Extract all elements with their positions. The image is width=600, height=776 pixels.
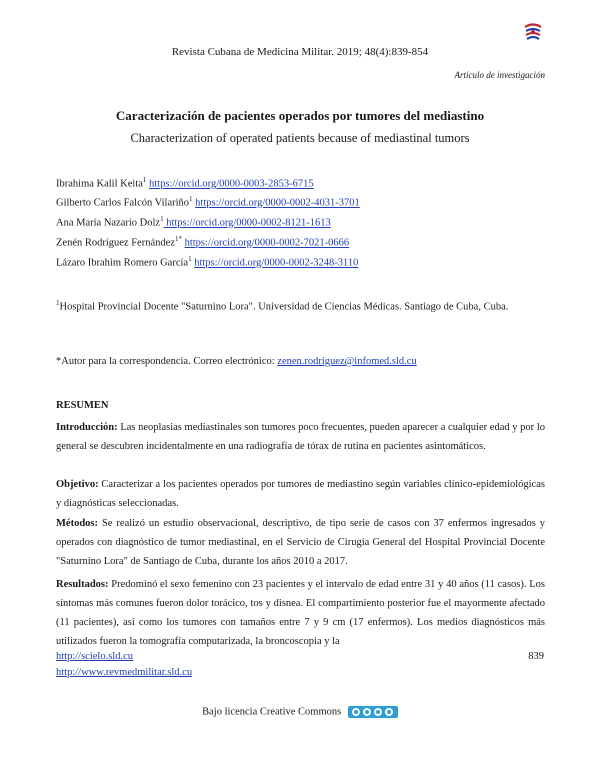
section-label: Introducción: — [56, 422, 118, 433]
section-label: Objetivo: — [56, 479, 99, 490]
author-line — [56, 215, 331, 229]
author-name: Ibrahima Kalil Keita — [56, 178, 143, 190]
abstract-objetivo — [56, 475, 545, 513]
abstract-introduccion — [56, 418, 545, 456]
section-text: Las neoplasias mediastinales son tumores poco frecuentes, pueden aparecer a cualquier edad y por lo general se descubren incidentalmente en una radiografía de tórax de rutina en pacientes asintomáticos. — [56, 422, 545, 452]
author-affiliation-mark: 1 — [189, 195, 193, 203]
abstract-resultados — [56, 575, 545, 651]
section-label: Resultados: — [56, 579, 109, 590]
correspondence — [56, 356, 417, 367]
section-text: Se realizó un estudio observacional, descriptivo, de tipo serie de casos con 37 enfermos ingresados y operados con diagnóstico de tumor mediastinal, en el Servicio de Cirugía General del Hospital Provincial Docente "Saturnino Lora" de Santiago de Cuba, durante los años 2010 a 2017. — [56, 518, 545, 567]
license-line — [0, 706, 600, 718]
author-name: Lázaro Ibrahim Romero García — [56, 257, 189, 269]
author-orcid-link[interactable]: https://orcid.org/0000-0002-7021-0666 — [184, 237, 350, 249]
affiliation-mark: 1 — [56, 299, 60, 307]
author-line — [56, 255, 358, 269]
section-text: Predominó el sexo femenino con 23 pacientes y el intervalo de edad entre 31 y 40 años (11 casos). Los síntomas más comunes fueron dolor torácico, tos y disnea. El compartimiento posterior fue el mayormente afectado (11 pacientes), así como los tumores con tamaños entre 7 y 9 cm (17 enfermos). Los medios diagnósticos más utilizados fueron la tomografía computarizada, la broncoscopia y la — [56, 579, 545, 647]
author-name: Zenén Rodríguez Fernández — [56, 237, 175, 249]
resumen-heading: RESUMEN — [56, 400, 109, 411]
author-name: Ana María Nazario Dolz — [56, 217, 161, 229]
section-label: Métodos: — [56, 518, 98, 529]
author-orcid-link[interactable]: https://orcid.org/0000-0002-4031-3701 — [195, 197, 360, 209]
author-affiliation-mark: 1 — [160, 215, 164, 223]
affiliation — [56, 293, 546, 318]
article-type: Artículo de investigación — [454, 70, 545, 80]
author-orcid-link[interactable]: https://orcid.org/0000-0002-3248-3110 — [194, 257, 359, 269]
journal-citation: Revista Cubana de Medicina Militar. 2019; 48(4):839-854 — [171, 46, 429, 58]
title-english: Characterization of operated patients because of mediastinal tumors — [130, 131, 470, 145]
creative-commons-badge-icon[interactable] — [348, 706, 398, 718]
journal-logo-icon — [522, 21, 544, 43]
license-text: Bajo licencia Creative Commons — [202, 706, 342, 718]
affiliation-text: Hospital Provincial Docente "Saturnino Lora". Universidad de Ciencias Médicas. Santiago de Cuba, Cuba. — [59, 301, 509, 313]
author-name: Gilberto Carlos Falcón Vilariño — [56, 197, 190, 209]
page-number: 839 — [528, 651, 544, 662]
author-line — [56, 176, 314, 190]
correspondence-label: *Autor para la correspondencia. Correo electrónico: — [56, 356, 278, 367]
author-line — [56, 235, 349, 249]
section-text: Caracterizar a los pacientes operados por tumores de mediastino según variables clínico-epidemiológicas y diagnósticas seleccionadas. — [56, 479, 545, 509]
author-line — [56, 195, 360, 209]
footer-link-revmedmilitar[interactable]: http://www.revmedmilitar.sld.cu — [56, 667, 193, 678]
author-affiliation-mark: 1 — [188, 255, 192, 263]
footer-link-scielo[interactable]: http://scielo.sld.cu — [56, 651, 133, 662]
author-orcid-link[interactable]: https://orcid.org/0000-0003-2853-6715 — [149, 178, 314, 190]
author-affiliation-mark: 1* — [174, 235, 182, 243]
author-orcid-link[interactable]: https://orcid.org/0000-0002-8121-1613 — [163, 217, 331, 229]
abstract-metodos — [56, 514, 545, 571]
title-spanish: Caracterización de pacientes operados por tumores del mediastino — [115, 108, 485, 123]
author-affiliation-mark: 1 — [142, 176, 147, 184]
correspondence-email-link[interactable]: zenen.rodriguez@infomed.sld.cu — [277, 356, 417, 367]
